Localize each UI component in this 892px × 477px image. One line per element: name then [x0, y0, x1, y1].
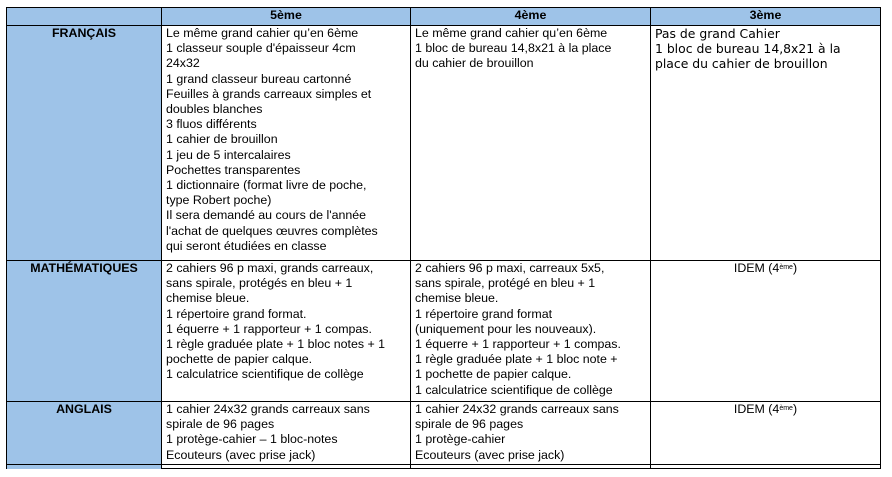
row-anglais [7, 402, 881, 465]
supply-line: 24x32 [166, 56, 200, 71]
supply-line: 2 cahiers 96 p maxi, grands carreaux, [166, 261, 374, 275]
supply-line: Il sera demandé au cours de l'année [166, 208, 367, 223]
row-mathematiques [7, 261, 881, 402]
subject-anglais: ANGLAIS [7, 402, 162, 465]
supply-line: Le même grand cahier qu’en 6ème [415, 26, 608, 40]
supply-line: 3 fluos différents [166, 117, 257, 132]
supply-line: 2 cahiers 96 p maxi, carreaux 5x5, [415, 261, 605, 275]
supply-line: qui seront étudiées en classe [166, 238, 327, 253]
supply-line: Ecouteurs (avec prise jack) [166, 447, 316, 462]
supply-line: 1 règle graduée plate + 1 bloc note + [415, 352, 618, 367]
supply-line: du cahier de brouillon [415, 56, 534, 71]
idem-text: IDEM (4 [733, 261, 780, 275]
cell-francais-3eme [651, 26, 881, 261]
supply-line: 1 jeu de 5 intercalaires [166, 147, 291, 162]
idem-sup: ème [779, 405, 793, 412]
header-3eme: 3ème [651, 8, 881, 26]
subject-mathematiques: MATHÉMATIQUES [7, 261, 162, 402]
cell-anglais-4eme [411, 402, 651, 465]
supply-line: 1 équerre + 1 rapporteur + 1 compas. [166, 321, 372, 336]
supply-line: spirale de 96 pages [415, 417, 524, 432]
supply-line: pochette de papier calque. [166, 352, 313, 367]
idem-text: IDEM (4 [733, 402, 780, 416]
supply-line: 1 protège-cahier [415, 432, 506, 447]
supply-line: sans spirale, protégés en bleu + 1 [166, 276, 353, 291]
supply-line: (uniquement pour les nouveaux). [415, 321, 597, 336]
supply-line: 1 cahier 24x32 grands carreaux sans [415, 402, 619, 416]
supply-line: Ecouteurs (avec prise jack) [415, 447, 565, 462]
subject-francais: FRANÇAIS [7, 26, 162, 261]
supply-line: 1 règle graduée plate + 1 bloc notes + 1 [166, 337, 386, 352]
supply-line: 1 grand classeur bureau cartonné [166, 71, 352, 86]
cell-anglais-3eme [651, 402, 881, 465]
header-4eme: 4ème [411, 8, 651, 26]
supply-line: type Robert poche) [166, 193, 272, 208]
next-row-stub [7, 465, 881, 469]
supply-line: Pas de grand Cahier [655, 26, 780, 41]
supply-line: l'achat de quelques œuvres complètes [166, 223, 378, 238]
supply-line: chemise bleue. [166, 291, 250, 306]
supply-line: Feuilles à grands carreaux simples et [166, 86, 372, 101]
idem-sup: ème [779, 264, 793, 271]
supply-line: spirale de 96 pages [166, 417, 275, 432]
cell-maths-5eme [162, 261, 411, 402]
cell-anglais-5eme [162, 402, 411, 465]
header-corner [7, 8, 162, 26]
supply-line: 1 bloc de bureau 14,8x21 à la [655, 41, 841, 57]
stub-cell [162, 465, 411, 469]
supply-line: 1 cahier 24x32 grands carreaux sans [166, 402, 370, 416]
header-row [7, 8, 881, 26]
supply-line: Pochettes transparentes [166, 162, 301, 177]
header-5eme: 5ème [162, 8, 411, 26]
cell-francais-5eme [162, 26, 411, 261]
supplies-table [6, 7, 881, 469]
idem-end: ) [792, 261, 798, 275]
cell-maths-4eme [411, 261, 651, 402]
supply-line: 1 répertoire grand format. [166, 306, 307, 321]
supply-line: doubles blanches [166, 102, 263, 117]
supply-line: 1 répertoire grand format [415, 306, 553, 321]
supply-line: 1 pochette de papier calque. [415, 367, 572, 382]
idem-end: ) [792, 402, 798, 416]
supply-line: 1 calculatrice scientifique de collège [166, 367, 364, 382]
subject-stub [7, 465, 162, 469]
row-francais [7, 26, 881, 261]
supply-line: 1 calculatrice scientifique de collège [415, 382, 613, 397]
stub-cell [411, 465, 651, 469]
supply-line: 1 bloc de bureau 14,8x21 à la place [415, 41, 612, 56]
supply-line: 1 dictionnaire (format livre de poche, [166, 178, 367, 193]
supply-line: 1 protège-cahier – 1 bloc-notes [166, 432, 338, 447]
supply-line: place du cahier de brouillon [655, 56, 828, 72]
stub-cell [651, 465, 881, 469]
supply-line: 1 classeur souple d'épaisseur 4cm [166, 41, 356, 56]
supply-line: 1 équerre + 1 rapporteur + 1 compas. [415, 337, 621, 352]
supply-line: Le même grand cahier qu’en 6ème [166, 26, 359, 40]
supply-line: sans spirale, protégé en bleu + 1 [415, 276, 596, 291]
supply-line: 1 cahier de brouillon [166, 132, 278, 147]
cell-francais-4eme [411, 26, 651, 261]
cell-maths-3eme [651, 261, 881, 402]
supply-line: chemise bleue. [415, 291, 499, 306]
